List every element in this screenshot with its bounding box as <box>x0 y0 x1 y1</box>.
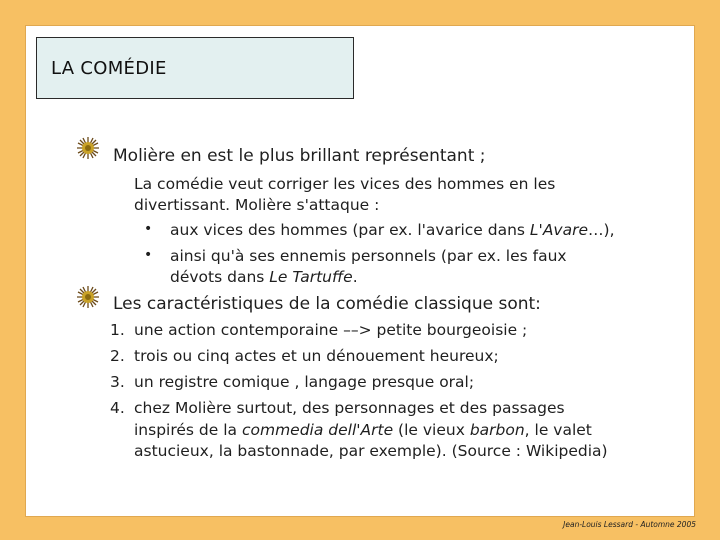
item4-text-b: (le vieux <box>393 421 470 439</box>
bullet-dot: • <box>144 221 153 237</box>
list-item-number: 4. <box>110 399 125 417</box>
page-title: LA COMÉDIE <box>51 58 167 79</box>
list-item-number: 2. <box>110 347 125 365</box>
bullet2-tail: . <box>352 268 358 286</box>
title-box <box>36 37 354 99</box>
bullet1-text: aux vices des hommes (par ex. l'avarice dans <box>170 221 530 239</box>
spiky-flower-bullet-icon <box>76 136 100 160</box>
bullet1-tail: …), <box>588 221 615 239</box>
section1-bullet2-line2 <box>170 267 358 288</box>
section1-bullet2-line1: ainsi qu'à ses ennemis personnels (par ex. les faux <box>170 247 567 265</box>
list-item: trois ou cinq actes et un dénouement heureux; <box>134 347 499 365</box>
list-item: un registre comique , langage presque oral; <box>134 373 475 391</box>
bullet2-text: dévots dans <box>170 268 270 286</box>
list-item-number: 3. <box>110 373 125 391</box>
list-item: une action contemporaine ––> petite bourgeoisie ; <box>134 321 528 339</box>
footer-credit: Jean-Louis Lessard - Automne 2005 <box>563 520 696 529</box>
spiky-flower-bullet-icon <box>76 285 100 309</box>
section1-para-line1: La comédie veut corriger les vices des hommes en les <box>134 175 556 193</box>
item4-commedia: commedia dell'Arte <box>241 421 394 439</box>
item4-barbon: barbon <box>469 421 525 439</box>
section1-para-line2: divertissant. Molière s'attaque : <box>134 196 380 214</box>
item4-text-c: , le valet <box>524 421 592 439</box>
bullet1-work-title: L'Avare <box>529 221 589 239</box>
bullet2-work-title: Le Tartuffe <box>269 268 353 286</box>
bullet-dot: • <box>144 247 153 263</box>
list-item-continuation <box>134 420 592 441</box>
item4-text-a: inspirés de la <box>134 421 242 439</box>
section2-heading: Les caractéristiques de la comédie classique sont: <box>113 294 541 314</box>
list-item-continuation: astucieux, la bastonnade, par exemple). (Source : Wikipedia) <box>134 442 608 460</box>
section1-bullet1 <box>170 220 615 241</box>
section1-heading: Molière en est le plus brillant représentant ; <box>113 146 486 166</box>
list-item-number: 1. <box>110 321 125 339</box>
list-item: chez Molière surtout, des personnages et des passages <box>134 399 565 417</box>
